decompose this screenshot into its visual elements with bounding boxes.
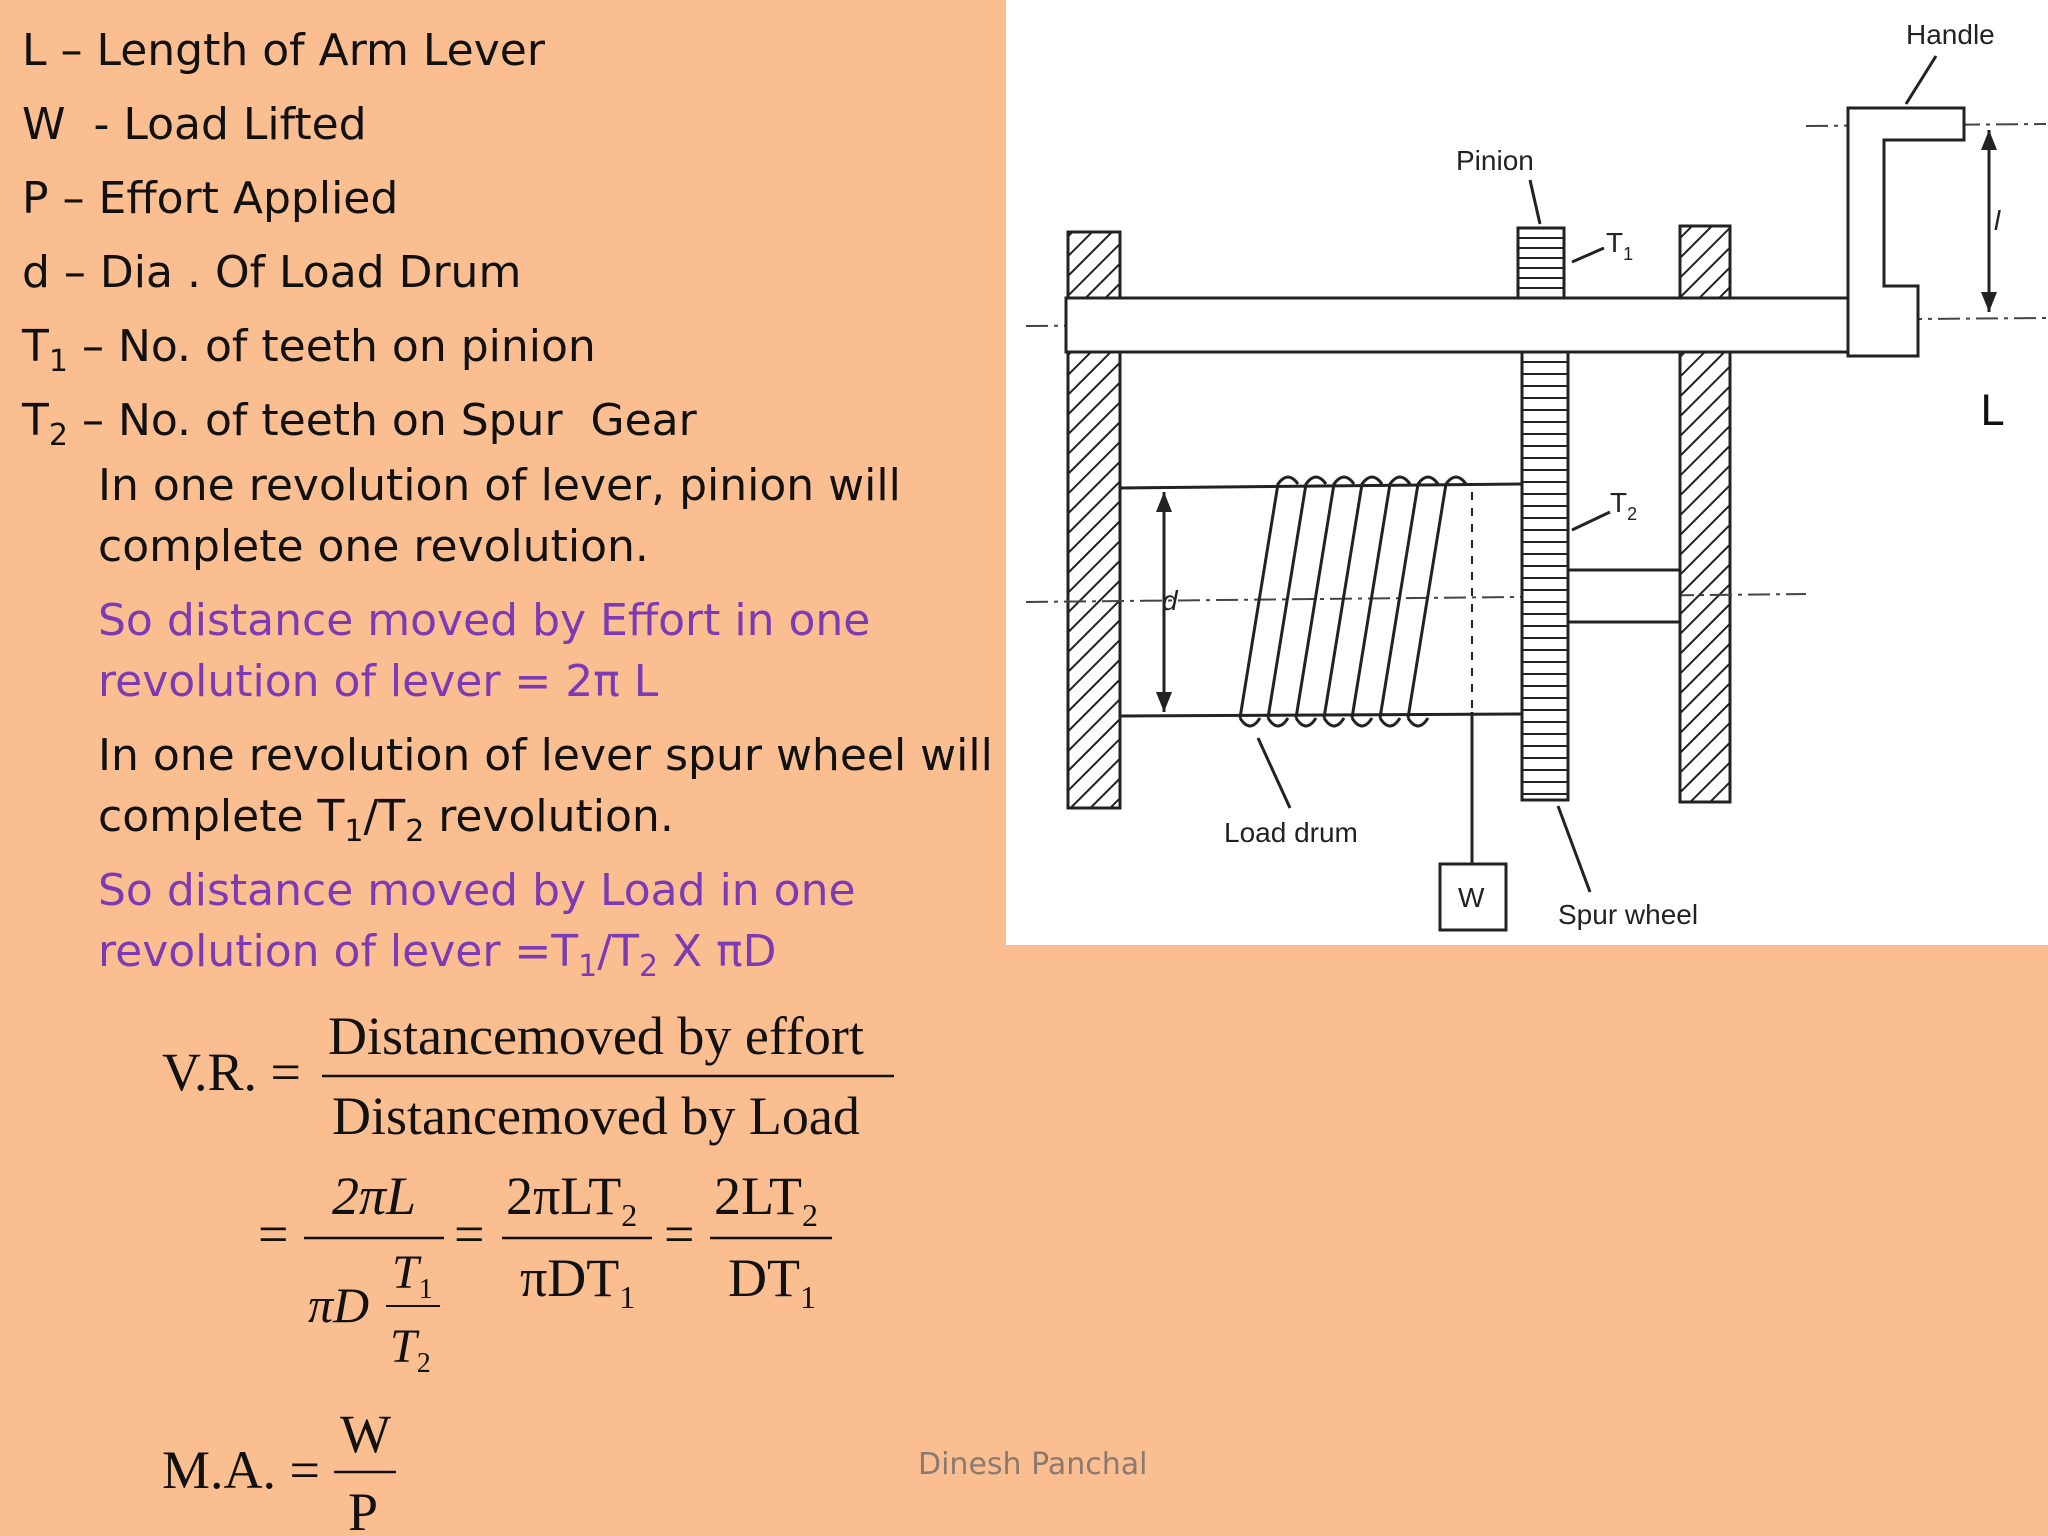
eq-sign-3: =	[664, 1204, 695, 1264]
vr-numerator: Distancemoved by effort	[328, 1006, 864, 1066]
paragraph-spur-revolution: In one revolution of lever spur wheel will complete $T_1/T_2$ revolution.	[98, 730, 993, 849]
load-drum-label: Load drum	[1224, 817, 1358, 848]
vr-denominator: Distancemoved by Load	[332, 1086, 860, 1146]
f2-denominator: πDT$_1$	[520, 1248, 636, 1315]
paragraph-load-distance: So distance moved by Load in one revolution of lever $=T_1/T_2$ X πD	[98, 865, 856, 984]
handle-label: Handle	[1906, 19, 1995, 50]
f1-den-t1: $T_1$	[392, 1246, 433, 1305]
eq-sign-2: =	[454, 1204, 485, 1264]
vr-lhs: V.R. =	[162, 1042, 302, 1102]
definition-T2: $T_2$ – No. of teeth on Spur Gear	[22, 395, 697, 453]
paragraph-pinion-revolution: In one revolution of lever, pinion will complete one revolution.	[98, 460, 901, 572]
definition-P: P – Effort Applied	[22, 173, 399, 224]
ma-lhs: M.A. =	[162, 1440, 320, 1500]
ma-denominator: P	[348, 1482, 379, 1536]
lever-L-label: L	[1980, 386, 2004, 435]
f2-numerator: 2πLT$_2$	[506, 1166, 638, 1233]
definition-T1: $T_1$ – No. of teeth on pinion	[22, 321, 596, 379]
f3-denominator: $DT_1$	[728, 1248, 816, 1315]
definition-d: d – Dia . Of Load Drum	[22, 247, 522, 298]
f3-numerator: $2LT_2$	[714, 1166, 819, 1233]
spur-wheel-label: Spur wheel	[1558, 899, 1699, 930]
load-weight-label: W	[1458, 882, 1485, 913]
ma-numerator: W	[340, 1404, 391, 1464]
t1-label: $T_1$	[1606, 227, 1634, 264]
definition-W: W - Load Lifted	[22, 99, 367, 150]
eq-sign-1: =	[258, 1204, 289, 1264]
t2-label: $T_2$	[1610, 487, 1638, 524]
definition-L: L – Length of Arm Lever	[22, 25, 545, 76]
paragraph-effort-distance: So distance moved by Effort in one revolution of lever = 2π L	[98, 595, 871, 707]
f1-den-t2: $T_2$	[390, 1320, 431, 1379]
author-footer: Dinesh Panchal	[918, 1447, 1148, 1482]
drum-diameter-label: d	[1162, 585, 1178, 616]
pinion-label: Pinion	[1456, 145, 1534, 176]
f1-numerator: 2πL	[332, 1166, 417, 1226]
f1-den-pi-d: πD	[308, 1277, 370, 1333]
lever-length-label: l	[1994, 205, 2001, 236]
